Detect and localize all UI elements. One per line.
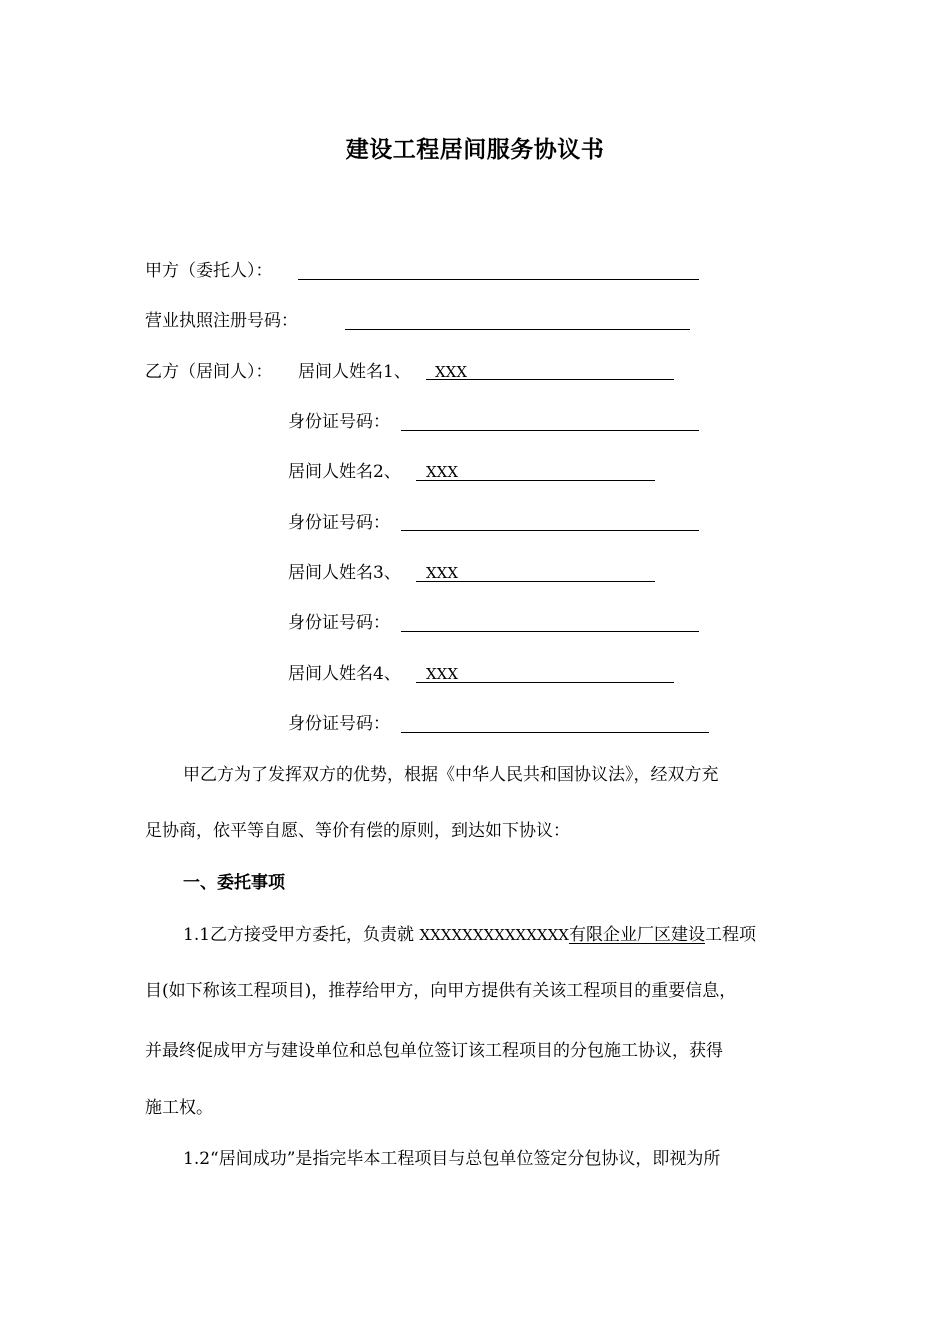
agent-name-field[interactable]	[416, 682, 674, 683]
license-field[interactable]	[345, 329, 690, 330]
intro-line: 甲乙方为了发挥双方的优势，根据《中华人民共和国协议法》，经双方充	[183, 765, 719, 785]
license-label: 营业执照注册号码：	[145, 311, 298, 331]
company-name: 有限企业厂区建设	[568, 925, 705, 945]
agent-name-value: XXX	[435, 363, 468, 381]
company-code: XXXXXXXXXXXXXX	[419, 926, 569, 944]
clause-1-1-line1	[183, 923, 756, 947]
agent-id-field[interactable]	[401, 430, 699, 431]
clause-suffix: 工程项	[704, 925, 756, 945]
agent-id-field[interactable]	[401, 530, 699, 531]
agent-name-label: 居间人姓名3、	[288, 563, 401, 583]
clause-line: 并最终促成甲方与建设单位和总包单位签订该工程项目的分包施工协议，获得	[145, 1041, 723, 1061]
agent-id-label: 身份证号码：	[288, 714, 390, 734]
agent-id-label: 身份证号码：	[288, 613, 390, 633]
agent-name-label: 居间人姓名2、	[288, 462, 401, 482]
agent-id-field[interactable]	[401, 631, 699, 632]
agent-name-label: 居间人姓名1、	[298, 362, 411, 382]
party-b-label: 乙方（居间人）：	[145, 362, 273, 382]
agent-id-label: 身份证号码：	[288, 412, 390, 432]
agent-name-field[interactable]	[416, 581, 655, 582]
party-a-field[interactable]	[298, 279, 699, 280]
agent-name-value: XXX	[426, 463, 459, 481]
clause-line: 施工权。	[145, 1098, 213, 1118]
page-title: 建设工程居间服务协议书	[345, 137, 605, 163]
clause-line: 目(如下称该工程项目)，推荐给甲方，向甲方提供有关该工程项目的重要信息，	[145, 981, 737, 1001]
section-heading: 一、委托事项	[183, 873, 285, 893]
agent-name-value: XXX	[426, 564, 459, 582]
agent-name-value: XXX	[426, 665, 459, 683]
clause-1-2-line1: 1.2“居间成功”是指完毕本工程项目与总包单位签定分包协议，即视为所	[183, 1149, 721, 1169]
agent-name-field[interactable]	[416, 480, 655, 481]
clause-prefix: 1.1乙方接受甲方委托，负责就	[183, 925, 415, 945]
agent-id-label: 身份证号码：	[288, 513, 390, 533]
party-a-label: 甲方（委托人）：	[145, 261, 273, 281]
agent-id-field[interactable]	[401, 732, 709, 733]
intro-line: 足协商，依平等自愿、等价有偿的原则，到达如下协议：	[145, 821, 570, 841]
agent-name-field[interactable]	[426, 379, 674, 380]
agent-name-label: 居间人姓名4、	[288, 664, 401, 684]
